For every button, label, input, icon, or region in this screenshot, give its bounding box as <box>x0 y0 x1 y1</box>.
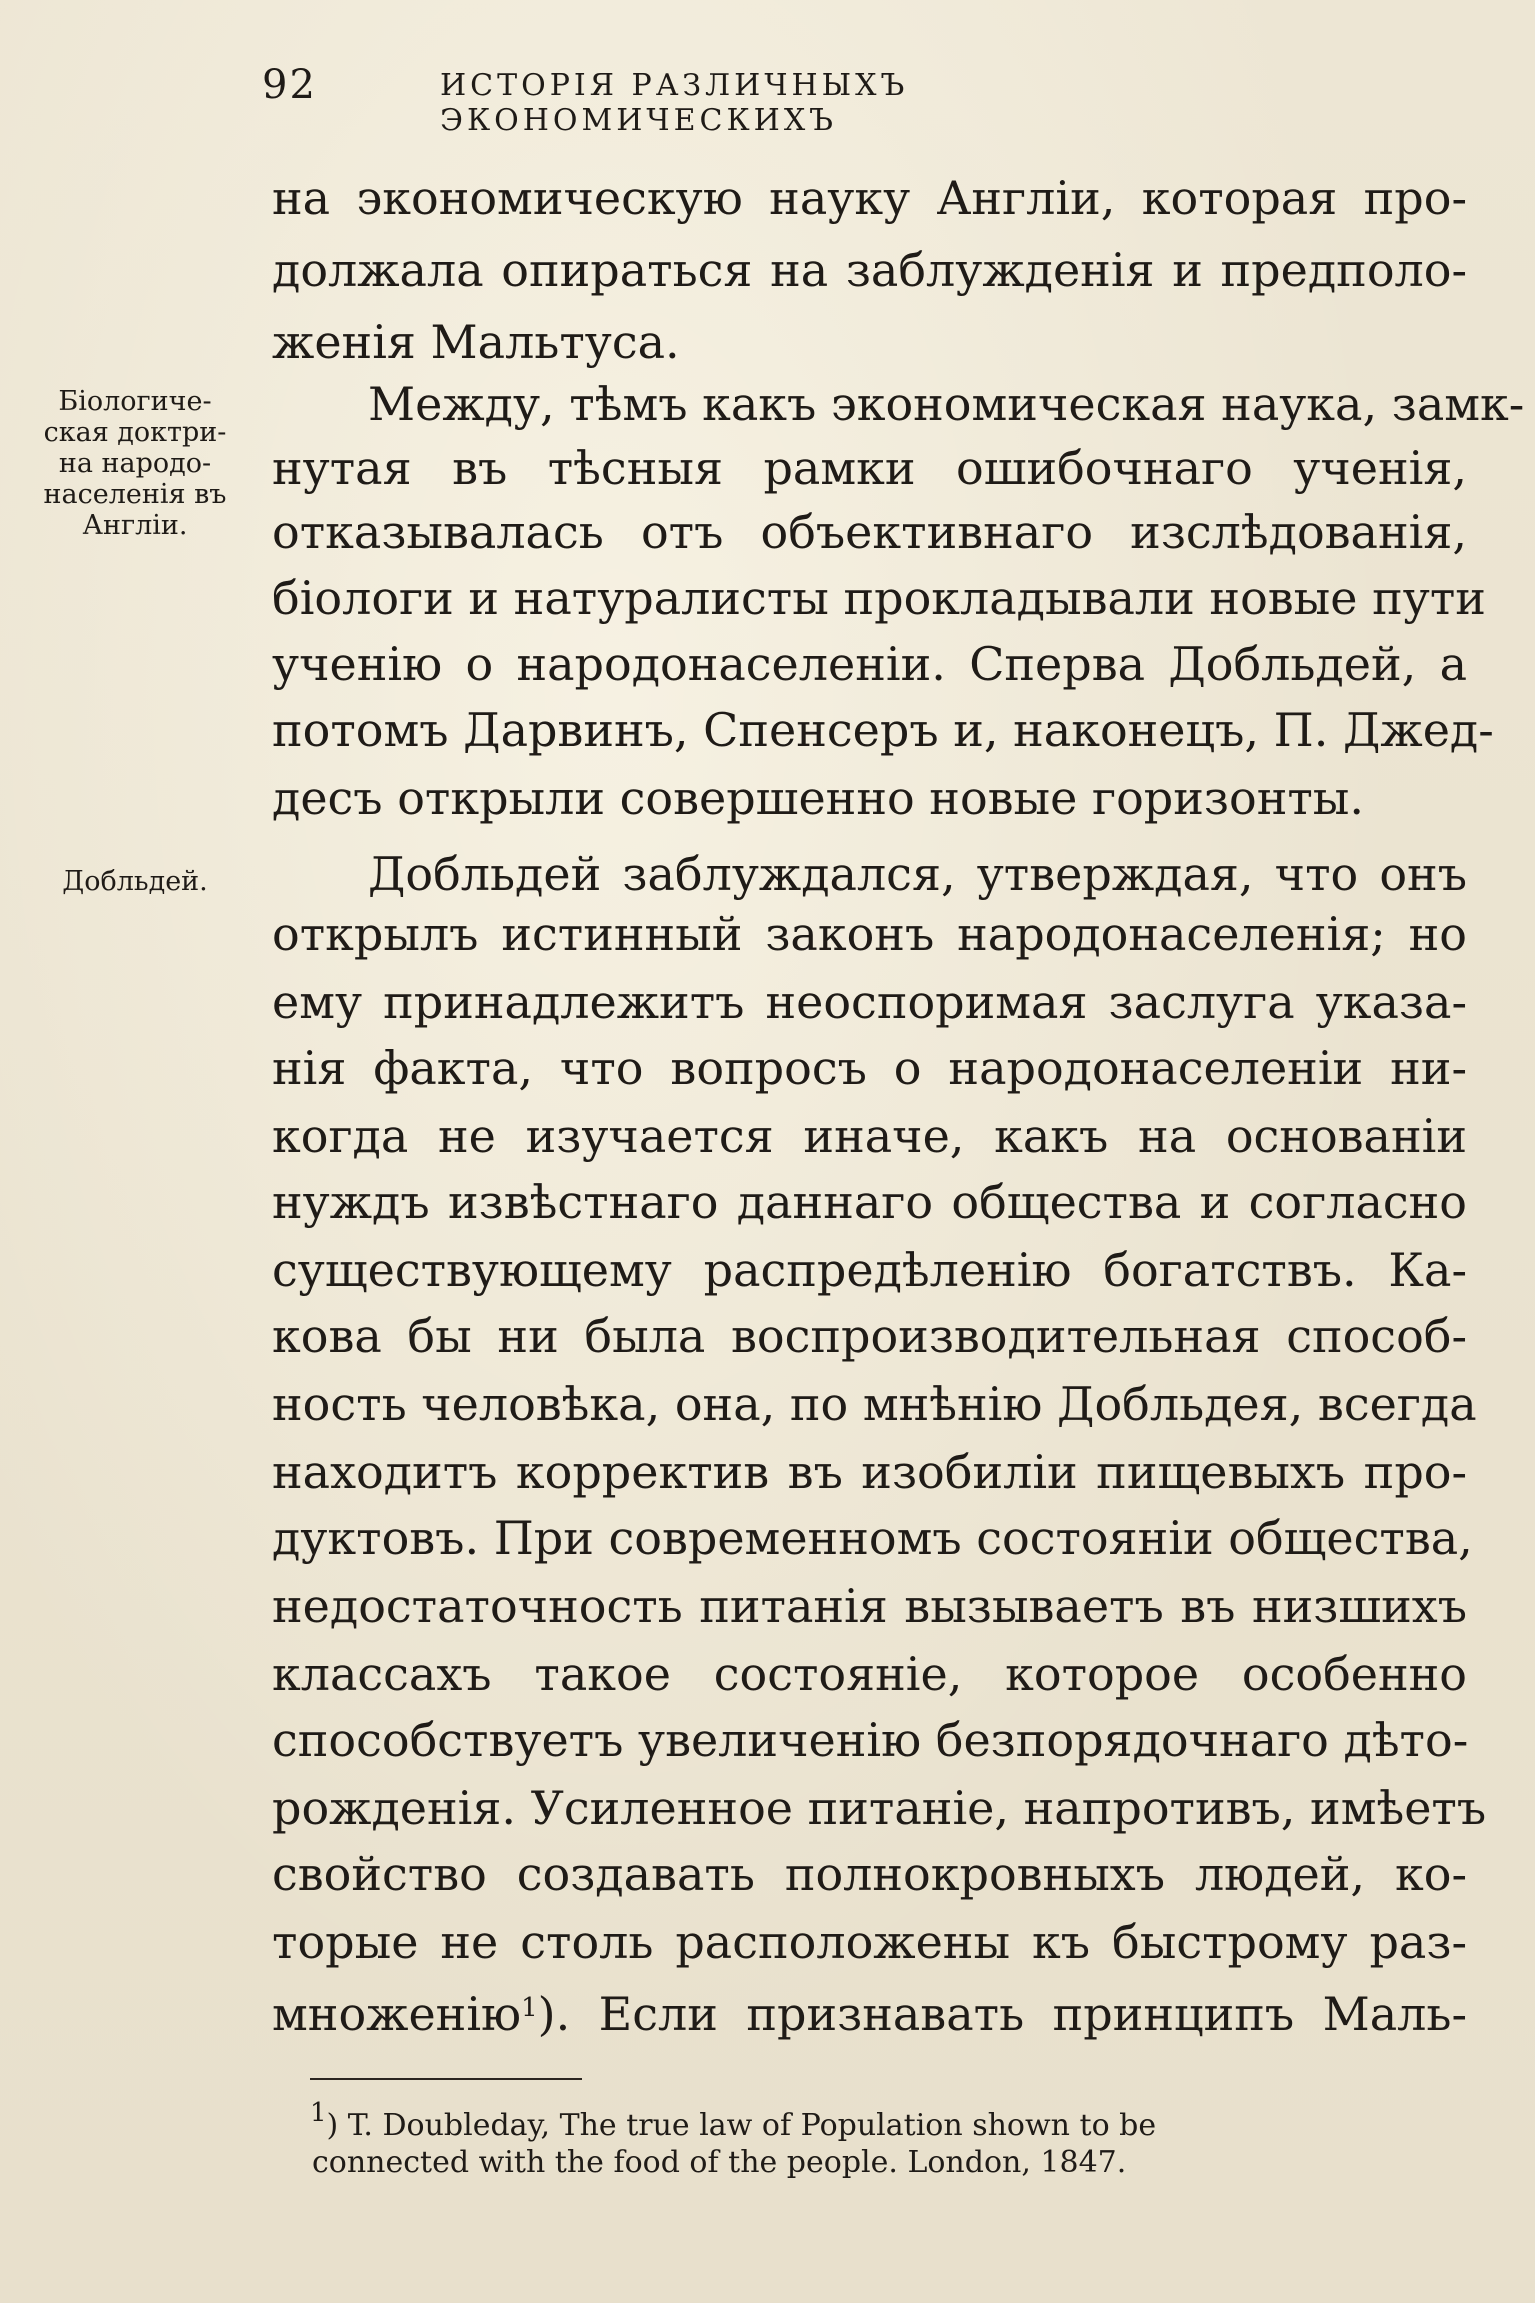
text-fragment: ). Если признавать принципъ Маль- <box>537 1987 1467 2041</box>
text-line: торые не столь расположены къ быстрому раз- <box>272 1915 1467 1969</box>
marginal-note-biology-line: ская доктри- <box>43 417 227 448</box>
text-line: свойство создавать полнокровныхъ людей, ко- <box>272 1847 1467 1901</box>
text-line: біологи и натуралисты прокладывали новые пути <box>272 571 1486 625</box>
text-line: кова бы ни была воспроизводительная способ- <box>272 1309 1467 1363</box>
running-head <box>262 62 1272 138</box>
running-title: ИСТОРІЯ РАЗЛИЧНЫХЪ ЭКОНОМИЧЕСКИХЪ <box>440 68 909 138</box>
text-line: отказывалась отъ объективнаго изслѣдованія, <box>272 505 1467 559</box>
text-line: ему принадлежитъ неоспоримая заслуга указа- <box>272 975 1467 1029</box>
text-line: недостаточность питанія вызываетъ въ низшихъ <box>272 1579 1467 1633</box>
marginal-note-biology-line: Біологиче- <box>58 386 212 417</box>
text-line: потомъ Дарвинъ, Спенсеръ и, наконецъ, П. Джед- <box>272 703 1494 757</box>
text-line: существующему распредѣленію богатствъ. Ка- <box>272 1243 1467 1297</box>
text-line: дуктовъ. При современномъ состояніи общества, <box>272 1511 1473 1565</box>
text-line: Добльдей заблуждался, утверждая, что онъ <box>368 847 1467 901</box>
text-line <box>272 1980 1467 2041</box>
text-line: десъ открыли совершенно новые горизонты. <box>272 771 1365 825</box>
text-line: ность человѣка, она, по мнѣнію Добльдея, всегда <box>272 1377 1477 1431</box>
text-line: должала опираться на заблужденія и предполо- <box>272 243 1467 297</box>
text-line: открылъ истинный законъ народонаселенія; но <box>272 907 1467 961</box>
text-line: Между, тѣмъ какъ экономическая наука, замк- <box>368 377 1525 431</box>
text-line: нуждъ извѣстнаго даннаго общества и согласно <box>272 1175 1467 1229</box>
text-line: когда не изучается иначе, какъ на основаніи <box>272 1109 1467 1163</box>
marginal-note-doubleday: Добльдей. <box>62 866 208 897</box>
text-line: нія факта, что вопросъ о народонаселеніи ни- <box>272 1041 1467 1095</box>
text-line: нутая въ тѣсныя рамки ошибочнаго ученія, <box>272 441 1467 495</box>
text-line: находитъ корректив въ изобиліи пищевыхъ про- <box>272 1445 1467 1499</box>
marginal-note-biology-line: Англіи. <box>82 510 188 541</box>
footnote-reference[interactable]: 1 <box>521 1993 538 2023</box>
marginal-note-biology-line: населенія въ <box>43 479 227 510</box>
footnote-divider <box>310 2078 582 2080</box>
text-line: на экономическую науку Англіи, которая про- <box>272 171 1467 225</box>
text-line: женія Мальтуса. <box>272 315 680 369</box>
text-line: способствуетъ увеличенію безпорядочнаго дѣто- <box>272 1713 1469 1767</box>
page-number: 92 <box>262 62 317 108</box>
text-line: классахъ такое состояніе, которое особенно <box>272 1647 1467 1701</box>
text-fragment: множенію <box>272 1987 522 2041</box>
footnote-text: ) T. Doubleday, The true law of Population shown to be <box>326 2108 1157 2143</box>
marginal-note-biology-line: на народо- <box>58 448 212 479</box>
footnote-marker: 1 <box>310 2098 327 2128</box>
footnote-line: connected with the food of the people. London, 1847. <box>312 2145 1127 2180</box>
text-line: рожденія. Усиленное питаніе, напротивъ, имѣетъ <box>272 1781 1487 1835</box>
text-line: ученію о народонаселеніи. Сперва Добльдей, а <box>272 637 1467 691</box>
